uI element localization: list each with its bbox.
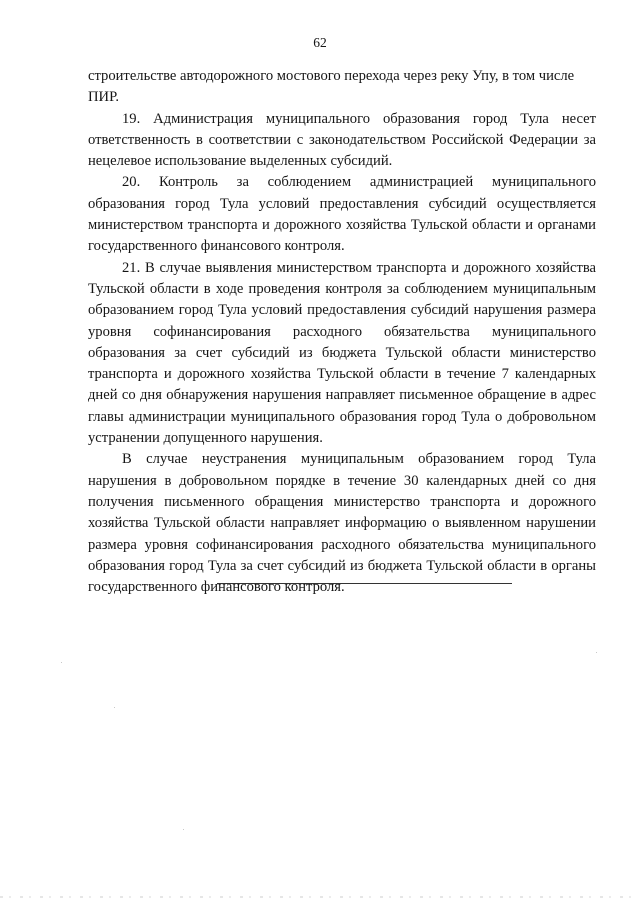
document-body [88,66,596,598]
end-separator-line [217,583,512,584]
paragraph-item-21: 21. В случае выявления министерством транспорта и дорожного хозяйства Тульской области в ходе проведения контроля за соблюдением муниципальным образованием город Тула условий предоставления субсидий нарушения размера уровня софинансирования расходного обязательства муниципального образования за счет субсидий из бюджета Тульской области министерство транспорта и дорожного хозяйства Тульской области в течение 7 календарных дней со дня обнаружения нарушения направляет письменное обращение в адрес главы администрации муниципального образования город Тула о добровольном устранении допущенного нарушения. [88,259,596,447]
scan-speck [114,707,115,708]
paragraph-item-19: 19. Администрация муниципального образования город Тула несет ответственность в соответствии с законодательством Российской Федерации за нецелевое использование выделенных субсидий. [88,110,596,170]
scan-speck [596,652,597,653]
page-number: 62 [313,35,327,50]
scan-speck [61,662,62,663]
scan-speck [183,829,184,830]
paragraph-noncompliance: В случае неустранения муниципальным образованием город Тула нарушения в добровольном порядке в течение 30 календарных дней со дня получения письменного обращения министерство транспорта и дорожного хозяйства Тульской области направляет информацию о выявленном нарушении размера уровня софинансирования расходного обязательства муниципального образования город Тула за счет субсидий из бюджета Тульской области в органы государственного финансового контроля. [88,451,596,596]
paragraph-continuation: строительстве автодорожного мостового перехода через реку Упу, в том числе ПИР. [88,68,575,106]
scan-edge-noise [0,896,640,898]
paragraph-item-20: 20. Контроль за соблюдением администрацией муниципального образования город Тула условий предоставления субсидий осуществляется министерством транспорта и дорожного хозяйства Тульской области и органами государственного финансового контроля. [88,174,596,255]
